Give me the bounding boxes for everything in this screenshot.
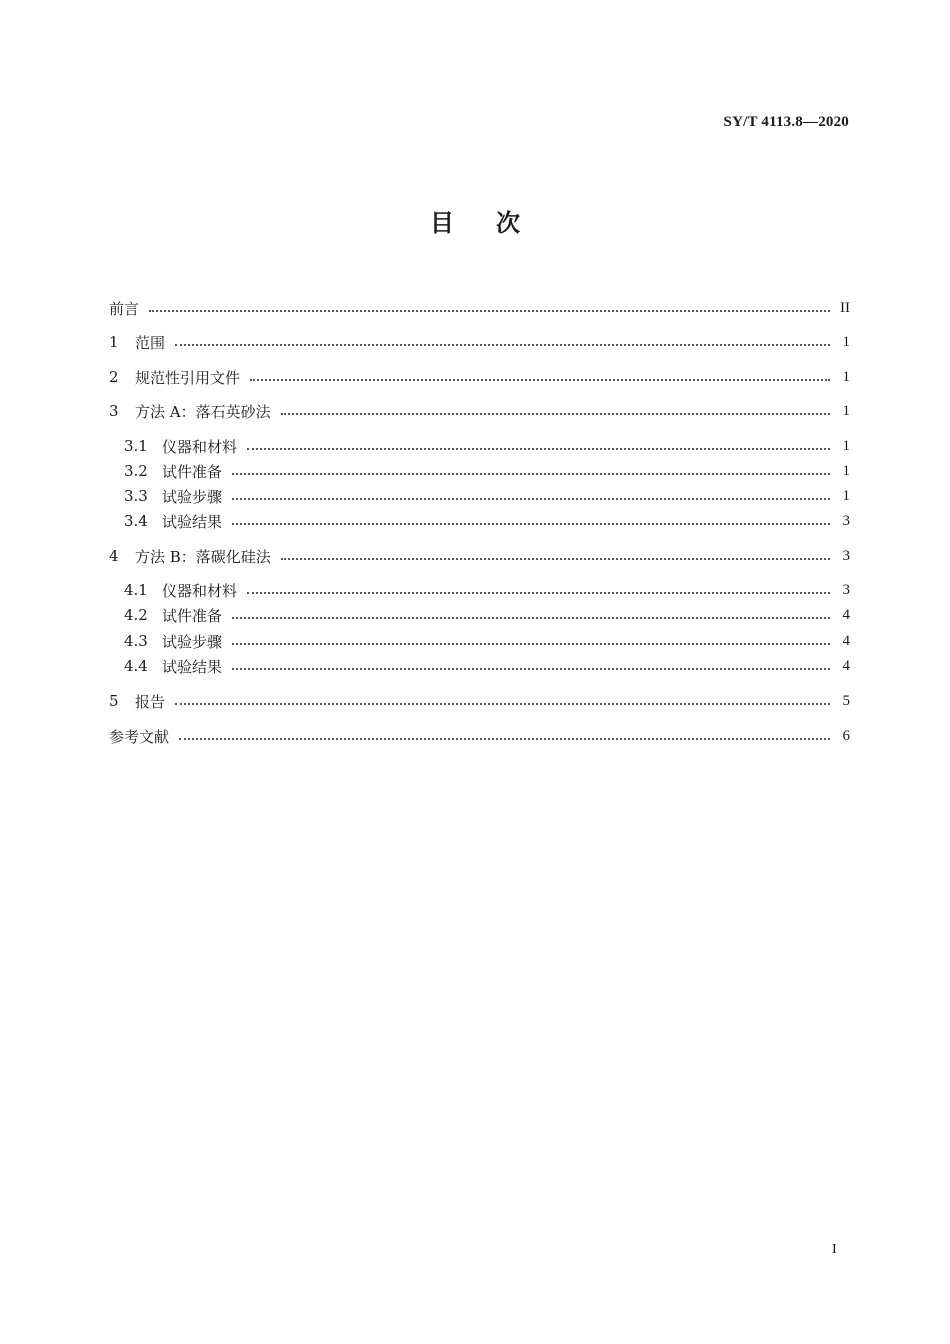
toc-entry-page: 6: [842, 727, 850, 744]
dot-leader: [281, 412, 830, 415]
page-number: I: [832, 1242, 837, 1257]
dot-leader: [232, 616, 830, 619]
toc-entry-4[interactable]: [109, 544, 850, 568]
dot-leader: [250, 378, 830, 381]
toc-entry-title: 方法 A：落石英砂法: [135, 402, 271, 421]
toc-entry-3-3[interactable]: [109, 484, 850, 508]
toc-entry-page: 4: [842, 632, 850, 649]
toc-entry-bibliography[interactable]: [109, 724, 850, 748]
toc-entry-3-4[interactable]: [109, 509, 850, 533]
toc-entry-number: 4: [109, 547, 119, 565]
toc-entry-number: 3.3: [124, 487, 148, 505]
toc-entry-title: 参考文献: [109, 727, 170, 746]
toc-entry-title: 报告: [135, 692, 166, 711]
toc-entry-page: 1: [842, 487, 850, 504]
toc-entry-page: 1: [842, 402, 850, 419]
standard-code: SY/T 4113.8—2020: [723, 114, 849, 130]
toc-entry-number: 1: [109, 333, 119, 351]
toc-entry-number: 3.2: [124, 462, 148, 480]
toc-entry-4-4[interactable]: [109, 654, 850, 678]
dot-leader: [247, 591, 830, 594]
toc-entry-number: 4.1: [124, 581, 148, 599]
toc-entry-4-1[interactable]: [109, 578, 850, 602]
toc-entry-5[interactable]: [109, 689, 850, 713]
toc-entry-number: 4.4: [124, 657, 148, 675]
toc-entry-number: 4.3: [124, 632, 148, 650]
toc-entry-page: II: [840, 299, 850, 316]
dot-leader: [232, 642, 830, 645]
toc-entry-3-1[interactable]: [109, 434, 850, 458]
toc-entry-page: 3: [842, 581, 850, 598]
toc-entry-number: 4.2: [124, 606, 148, 624]
toc-entry-number: 3: [109, 402, 119, 420]
dot-leader: [232, 522, 830, 525]
toc-entry-foreword[interactable]: [109, 296, 850, 320]
toc-entry-title: 前言: [109, 299, 140, 318]
toc-entry-3-2[interactable]: [109, 459, 850, 483]
dot-leader: [232, 472, 830, 475]
toc-entry-page: 1: [842, 462, 850, 479]
toc-entry-page: 4: [842, 657, 850, 674]
toc-entry-page: 5: [842, 692, 850, 709]
toc-entry-title: 试验结果: [162, 657, 223, 676]
toc-entry-number: 5: [109, 692, 119, 710]
toc-entry-page: 3: [842, 547, 850, 564]
toc-entry-number: 3.1: [124, 437, 148, 455]
toc-entry-1[interactable]: [109, 330, 850, 354]
toc-entry-page: 3: [842, 512, 850, 529]
toc-entry-page: 1: [842, 333, 850, 350]
toc-entry-title: 仪器和材料: [162, 581, 238, 600]
dot-leader: [175, 702, 830, 705]
dot-leader: [232, 667, 830, 670]
dot-leader: [232, 497, 830, 500]
dot-leader: [175, 343, 830, 346]
dot-leader: [281, 557, 830, 560]
toc-entry-number: 3.4: [124, 512, 148, 530]
toc-entry-title: 试验步骤: [162, 632, 223, 651]
page-title: 目次: [430, 209, 562, 237]
toc-entry-4-3[interactable]: [109, 629, 850, 653]
toc-entry-title: 试验结果: [162, 512, 223, 531]
toc-entry-title: 方法 B：落碳化硅法: [135, 547, 271, 566]
dot-leader: [179, 737, 830, 740]
toc-entry-title: 试验步骤: [162, 487, 223, 506]
toc-entry-title: 试件准备: [162, 462, 223, 481]
toc-entry-number: 2: [109, 368, 119, 386]
toc-entry-title: 范围: [135, 333, 166, 352]
toc-entry-page: 4: [842, 606, 850, 623]
toc-entry-title: 规范性引用文件: [135, 368, 241, 387]
toc-entry-title: 试件准备: [162, 606, 223, 625]
toc-entry-title: 仪器和材料: [162, 437, 238, 456]
toc-entry-3[interactable]: [109, 399, 850, 423]
toc-entry-page: 1: [842, 437, 850, 454]
toc-entry-4-2[interactable]: [109, 603, 850, 627]
dot-leader: [149, 309, 830, 312]
dot-leader: [247, 447, 830, 450]
toc-entry-page: 1: [842, 368, 850, 385]
toc-entry-2[interactable]: [109, 365, 850, 389]
